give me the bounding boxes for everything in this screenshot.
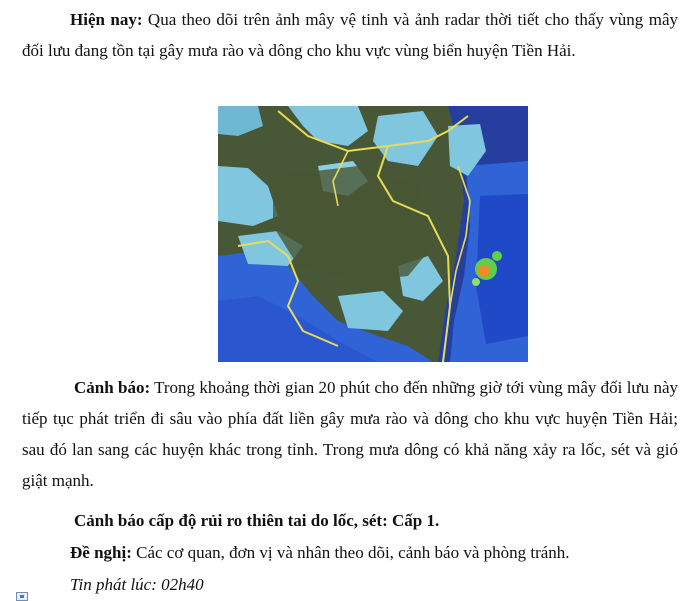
recommendation-label: Đề nghị: bbox=[70, 543, 132, 562]
recommendation-text: Các cơ quan, đơn vị và nhân theo dõi, cảnh báo và phòng tránh. bbox=[131, 543, 570, 562]
radar-satellite-image bbox=[218, 106, 528, 362]
warning-text: Trong khoảng thời gian 20 phút cho đến những giờ tới vùng mây đối lưu này tiếp tục phát triển đi sâu vào phía đất liền gây mưa rào và dông cho khu vực huyện Tiền Hải; sau đó lan sang các huyện khác trong tỉnh. Trong mưa dông có khả năng xảy ra lốc, sét và gió giật mạnh. bbox=[22, 378, 678, 490]
current-situation-label: Hiện nay: bbox=[70, 10, 143, 29]
warning-paragraph bbox=[22, 372, 678, 496]
recommendation-line bbox=[70, 537, 680, 568]
issued-time-line: Tin phát lúc: 02h40 bbox=[70, 575, 204, 594]
warning-label: Cảnh báo: bbox=[74, 378, 151, 397]
risk-level-line: Cảnh báo cấp độ rủi ro thiên tai do lốc, sét: Cấp 1. bbox=[74, 511, 440, 530]
current-situation-text: Qua theo dõi trên ảnh mây vệ tinh và ảnh radar thời tiết cho thấy vùng mây đối lưu đang tồn tại gây mưa rào và dông cho khu vực vùng biển huyện Tiền Hải. bbox=[22, 10, 679, 60]
radar-map-graphic bbox=[218, 106, 528, 362]
image-placeholder-icon bbox=[16, 592, 28, 601]
current-situation-paragraph bbox=[22, 4, 678, 66]
